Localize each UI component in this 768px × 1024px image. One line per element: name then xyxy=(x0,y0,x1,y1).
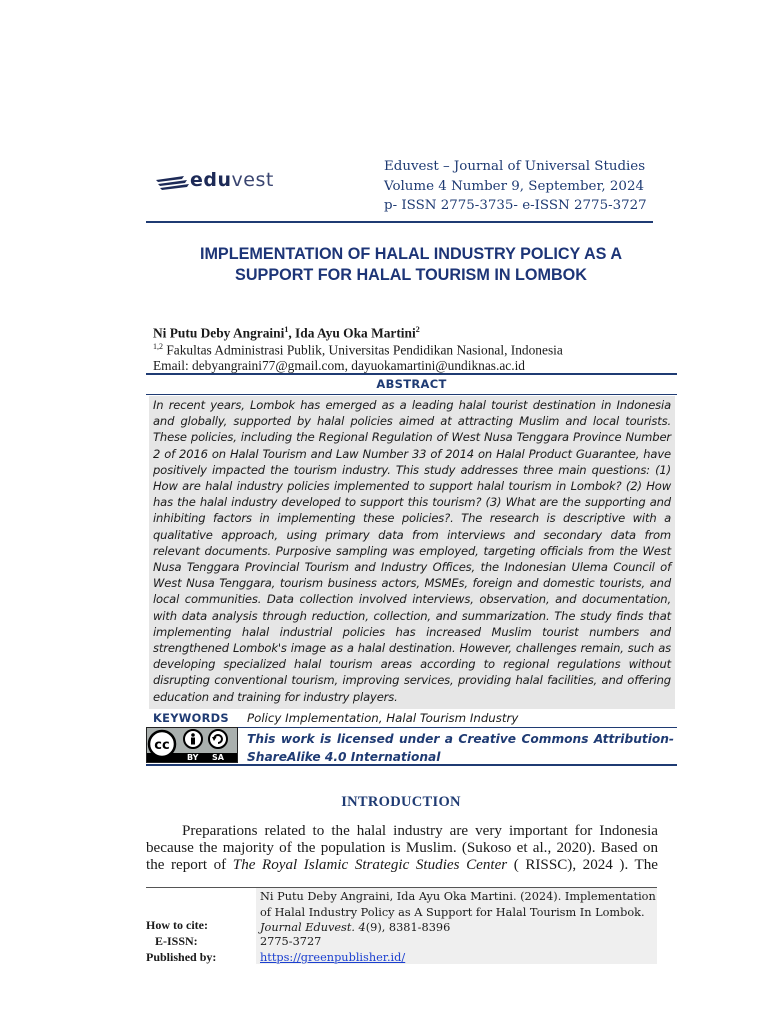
intro-line-3-post: ( RISSC), 2024 ). The xyxy=(507,857,659,873)
citation-journal: Journal Eduvest. 4 xyxy=(260,921,366,934)
affiliation xyxy=(153,342,563,358)
article-title xyxy=(146,244,676,286)
intro-line-3-pre: the report of xyxy=(146,857,233,873)
share-alike-icon xyxy=(209,730,227,748)
badge-sa-label: SA xyxy=(212,753,224,762)
title-line-1: IMPLEMENTATION OF HALAL INDUSTRY POLICY AS A xyxy=(199,245,623,263)
introduction-body xyxy=(146,823,658,874)
citation-pages: (9), 8381-8396 xyxy=(365,921,451,934)
eissn-value: 2775-3727 xyxy=(260,935,322,948)
intro-line-1: Preparations related to the halal industry are very important for Indonesia xyxy=(182,823,658,839)
affiliation-text: Fakultas Administrasi Publik, Universitas Pendidikan Nasional, Indonesia xyxy=(163,342,563,358)
cc-by-sa-badge xyxy=(146,727,238,763)
affiliation-sup: 1,2 xyxy=(153,342,163,351)
author-1-sup: 1 xyxy=(284,325,289,334)
abstract-body: In recent years, Lombok has emerged as a leading halal tourist destination in Indonesia and globally, supported by halal policies aimed at attracting Muslim and local tourists. These policies, including the Regional Regulation of West Nusa Tenggara Province Number 2 of 2016 on Halal Tourism and Law Number 33 of 2014 on Halal Product Guarantee, have positively impacted the tourism industry. This study addresses three main questions: (1) How are halal industry policies implemented to support halal tourism in Lombok? (2) How has the halal industry developed to support this tourism? (3) What are the supporting and inhibiting factors in implementing these policies?. The research is descriptive with a qualitative approach, using primary data from interviews and secondary data from relevant documents. Purposive sampling was employed, targeting officials from the West Nusa Tenggara Provincial Tourism and Industry Offices, the Indonesian Ulema Council of West Nusa Tenggara, tourism business actors, MSMEs, foreign and domestic tourists, and local communities. Data collection involved interviews, observation, and documentation, with data analysis through reduction, collection, and summarization. The study finds that implementing halal industrial policies has increased Muslim tourist numbers and strengthened Lombok's image as a halal destination. However, challenges remain, such as developing specialized halal tourism areas according to regional regulations without disrupting conventional tourism, improving services, providing halal facilities, and offering education and training for industry players. xyxy=(153,398,671,704)
author-2: Ida Ayu Oka Martini xyxy=(295,325,416,341)
journal-info xyxy=(384,157,647,216)
badge-by-label: BY xyxy=(187,753,199,762)
keywords-label: KEYWORDS xyxy=(153,711,229,725)
author-list xyxy=(153,325,420,341)
license-bottom-rule xyxy=(146,764,677,766)
logo-swoosh-icon xyxy=(154,171,192,193)
journal-issn: p- ISSN 2775-3735- e-ISSN 2775-3727 xyxy=(384,198,647,213)
journal-logo xyxy=(154,170,344,192)
abstract-head-rule xyxy=(146,394,677,395)
eissn-label: E-ISSN: xyxy=(155,934,198,948)
citation-main: Ni Putu Deby Angraini, Ida Ayu Oka Martini. (2024). Implementation of Halal Industry Policy as A Support for Halal Tourism In Lombok. xyxy=(260,890,656,919)
intro-line-2: because the majority of the population is Muslim. (Sukoso et al., 2020). Based on xyxy=(146,840,658,856)
journal-volume: Volume 4 Number 9, September, 2024 xyxy=(384,178,644,194)
logo-thin-text: vest xyxy=(231,169,274,191)
title-line-2: SUPPORT FOR HALAL TOURISM IN LOMBOK xyxy=(235,266,587,284)
publisher-link[interactable]: https://greenpublisher.id/ xyxy=(260,951,406,964)
intro-line-3-italic: The Royal Islamic Strategic Studies Center xyxy=(232,857,508,873)
journal-name: Eduvest – Journal of Universal Studies xyxy=(384,159,646,174)
svg-text:cc: cc xyxy=(154,738,170,753)
published-by-label: Published by: xyxy=(146,950,217,964)
introduction-heading: INTRODUCTION xyxy=(341,794,461,810)
intro-line-3 xyxy=(146,857,658,874)
logo-bold-text: edu xyxy=(190,169,232,191)
author-1: Ni Putu Deby Angraini xyxy=(153,325,285,341)
citation-text xyxy=(260,889,656,936)
logo-wordmark xyxy=(190,169,274,191)
author-email: Email: debyangraini77@gmail.com, dayuokamartini@undiknas.ac.id xyxy=(153,358,525,373)
author-2-sup: 2 xyxy=(415,325,420,334)
abstract-heading: ABSTRACT xyxy=(376,377,447,391)
keywords-value: Policy Implementation, Halal Tourism Industry xyxy=(247,711,519,725)
author-separator: , xyxy=(288,325,296,341)
how-to-cite-label: How to cite: xyxy=(146,918,208,932)
header-divider xyxy=(146,221,653,223)
license-statement: This work is licensed under a Creative Commons Attribution-ShareAlike 4.0 International xyxy=(247,732,674,764)
abstract-top-rule xyxy=(146,373,677,375)
